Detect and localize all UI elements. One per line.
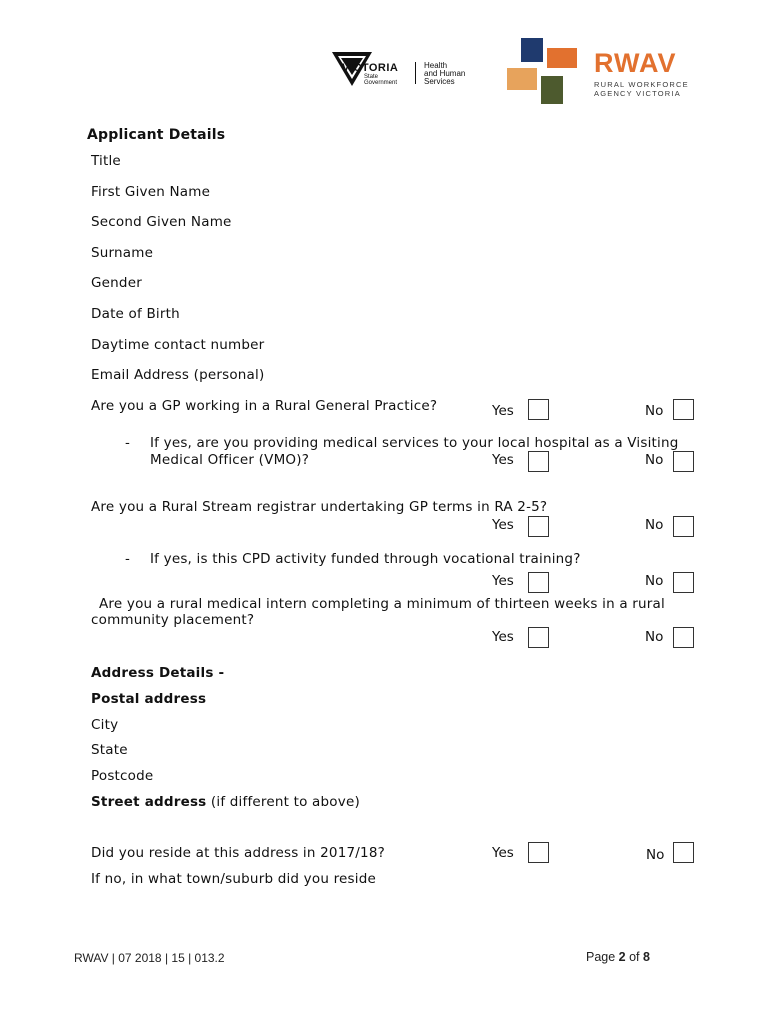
q2a-no-label: No [645, 573, 664, 589]
q2-no-label: No [645, 517, 664, 533]
footer-doc-ref: RWAV | 07 2018 | 15 | 013.2 [74, 951, 225, 965]
street-address-bold: Street address [91, 794, 207, 810]
field-state-label: State [91, 742, 128, 758]
q1a-no-label: No [645, 452, 664, 468]
question-reside-town: If no, in what town/suburb did you reside [91, 871, 376, 887]
question-vmo-line1: If yes, are you providing medical services to your local hospital as a Visiting [150, 435, 679, 451]
question-rural-intern-line1: Are you a rural medical intern completing a minimum of thirteen weeks in a rural [99, 596, 665, 612]
logo-divider [415, 62, 416, 84]
q1-yes-checkbox[interactable] [528, 399, 549, 420]
field-postcode-label: Postcode [91, 768, 154, 784]
q3-yes-label: Yes [492, 629, 514, 645]
street-address-label [91, 794, 360, 810]
field-surname-label: Surname [91, 245, 154, 261]
field-phone-label: Daytime contact number [91, 337, 265, 353]
q1a-dash: - [125, 435, 131, 451]
question-reside-address: Did you reside at this address in 2017/18? [91, 845, 385, 861]
address-details-heading: Address Details - [91, 665, 225, 681]
reside-yes-checkbox[interactable] [528, 842, 549, 863]
question-cpd-funded: If yes, is this CPD activity funded through vocational training? [150, 551, 581, 567]
applicant-details-heading: Applicant Details [87, 127, 226, 143]
field-email-label: Email Address (personal) [91, 367, 265, 383]
postal-address-heading: Postal address [91, 691, 207, 707]
reside-no-label: No [646, 847, 665, 863]
field-first-name-label: First Given Name [91, 184, 211, 200]
q3-no-label: No [645, 629, 664, 645]
q1-no-label: No [645, 403, 664, 419]
street-address-note: (if different to above) [206, 794, 360, 810]
q1-yes-label: Yes [492, 403, 514, 419]
question-rural-intern-line2: community placement? [91, 612, 255, 628]
q2-no-checkbox[interactable] [673, 516, 694, 537]
q2-yes-label: Yes [492, 517, 514, 533]
question-gp-rural: Are you a GP working in a Rural General Practice? [91, 398, 438, 414]
footer-page-number: Page 2 of 8 [586, 950, 650, 964]
q3-no-checkbox[interactable] [673, 627, 694, 648]
field-dob-label: Date of Birth [91, 306, 180, 322]
q2a-no-checkbox[interactable] [673, 572, 694, 593]
victoria-wordmark: VICTORIA [342, 62, 399, 74]
rwav-cross-icon [507, 38, 581, 106]
q1a-no-checkbox[interactable] [673, 451, 694, 472]
q2a-yes-checkbox[interactable] [528, 572, 549, 593]
reside-yes-label: Yes [492, 845, 514, 861]
q2a-yes-label: Yes [492, 573, 514, 589]
rwav-subtext: RURAL WORKFORCE AGENCY VICTORIA [594, 80, 689, 98]
field-second-name-label: Second Given Name [91, 214, 232, 230]
reside-no-checkbox[interactable] [673, 842, 694, 863]
q1a-yes-label: Yes [492, 452, 514, 468]
field-city-label: City [91, 717, 119, 733]
field-title-label: Title [91, 153, 121, 169]
q3-yes-checkbox[interactable] [528, 627, 549, 648]
dhhs-wordmark: Health and Human Services [424, 61, 466, 86]
rwav-wordmark: RWAV [594, 48, 677, 78]
victoria-subtext: State Government [364, 74, 398, 86]
q1-no-checkbox[interactable] [673, 399, 694, 420]
question-rural-registrar: Are you a Rural Stream registrar undertaking GP terms in RA 2-5? [91, 499, 548, 515]
q2a-dash: - [125, 551, 131, 567]
field-gender-label: Gender [91, 275, 142, 291]
q1a-yes-checkbox[interactable] [528, 451, 549, 472]
question-vmo-line2: Medical Officer (VMO)? [150, 452, 310, 468]
q2-yes-checkbox[interactable] [528, 516, 549, 537]
